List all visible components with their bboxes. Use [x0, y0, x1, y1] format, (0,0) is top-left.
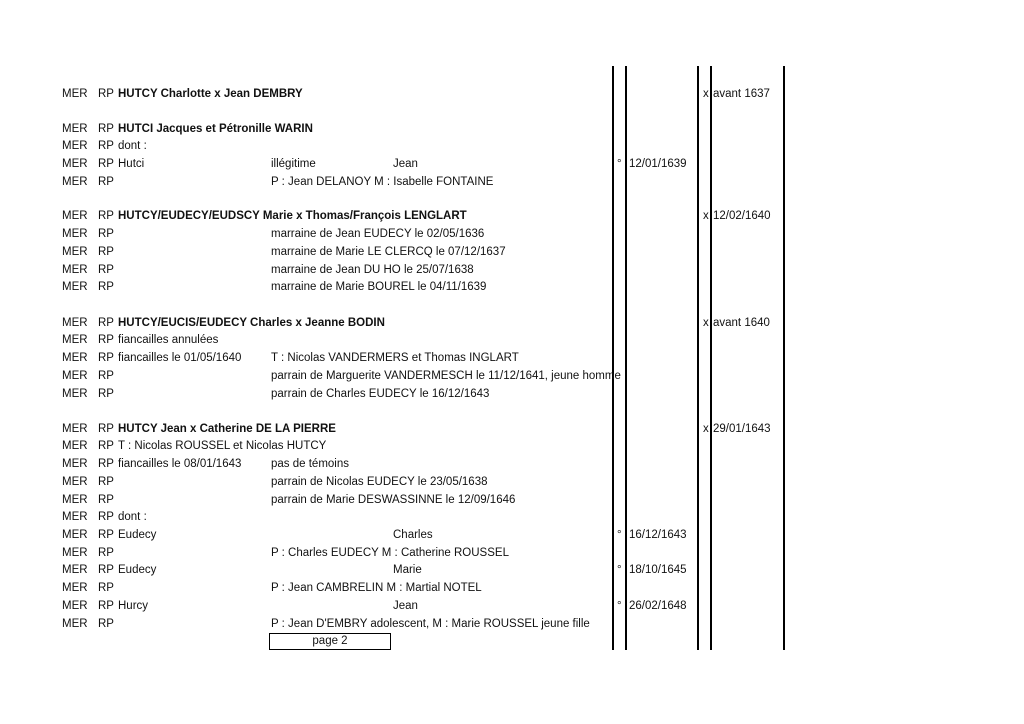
- record-note: T : Nicolas VANDERMERS et Thomas INGLART: [271, 352, 519, 364]
- record-row: [0, 244, 1024, 260]
- record-name: HUTCI Jacques et Pétronille WARIN: [118, 123, 313, 135]
- record-row: [0, 509, 1024, 525]
- record-first-name: Jean: [393, 600, 418, 612]
- marriage-date: avant 1640: [713, 317, 770, 329]
- record-name: fiancailles le 01/05/1640: [118, 352, 242, 364]
- record-source-code: MER: [62, 228, 88, 240]
- record-register-code: RP: [98, 334, 114, 346]
- record-register-code: RP: [98, 511, 114, 523]
- record-row: [0, 386, 1024, 402]
- record-register-code: RP: [98, 476, 114, 488]
- record-note: marraine de Marie BOUREL le 04/11/1639: [271, 281, 487, 293]
- record-first-name: Jean: [393, 158, 418, 170]
- record-row: [0, 332, 1024, 348]
- record-note: P : Jean DELANOY M : Isabelle FONTAINE: [271, 176, 494, 188]
- marriage-symbol: x: [703, 210, 709, 222]
- record-source-code: MER: [62, 176, 88, 188]
- record-source-code: MER: [62, 529, 88, 541]
- record-name: dont :: [118, 140, 147, 152]
- record-source-code: MER: [62, 476, 88, 488]
- record-note: P : Charles EUDECY M : Catherine ROUSSEL: [271, 547, 509, 559]
- record-row: [0, 350, 1024, 366]
- record-register-code: RP: [98, 458, 114, 470]
- record-name: Eudecy: [118, 564, 157, 576]
- record-register-code: RP: [98, 582, 114, 594]
- record-source-code: MER: [62, 494, 88, 506]
- record-name: HUTCY Jean x Catherine DE LA PIERRE: [118, 423, 336, 435]
- birth-symbol: °: [617, 158, 622, 170]
- record-source-code: MER: [62, 210, 88, 222]
- record-name: HUTCY/EUCIS/EUDECY Charles x Jeanne BODIN: [118, 317, 385, 329]
- record-note: parrain de Marguerite VANDERMESCH le 11/12/1641, jeune homme: [271, 370, 621, 382]
- birth-symbol: °: [617, 564, 622, 576]
- marriage-date: avant 1637: [713, 88, 770, 100]
- record-row: [0, 262, 1024, 278]
- record-source-code: MER: [62, 281, 88, 293]
- record-name: fiancailles le 08/01/1643: [118, 458, 242, 470]
- record-name: HUTCY/EUDECY/EUDSCY Marie x Thomas/François LENGLART: [118, 210, 467, 222]
- record-first-name: Marie: [393, 564, 422, 576]
- record-row: [0, 315, 1024, 331]
- record-register-code: RP: [98, 317, 114, 329]
- record-source-code: MER: [62, 370, 88, 382]
- record-note: parrain de Marie DESWASSINNE le 12/09/1646: [271, 494, 516, 506]
- record-source-code: MER: [62, 158, 88, 170]
- record-source-code: MER: [62, 564, 88, 576]
- record-row: [0, 562, 1024, 578]
- record-register-code: RP: [98, 529, 114, 541]
- birth-date: 26/02/1648: [629, 600, 687, 612]
- record-row: [0, 156, 1024, 172]
- record-note: P : Jean D'EMBRY adolescent, M : Marie ROUSSEL jeune fille: [271, 618, 590, 630]
- marriage-date: 12/02/1640: [713, 210, 771, 222]
- record-source-code: MER: [62, 140, 88, 152]
- record-row: [0, 208, 1024, 224]
- marriage-date: 29/01/1643: [713, 423, 771, 435]
- record-row: [0, 368, 1024, 384]
- record-register-code: RP: [98, 440, 114, 452]
- record-name: Hutci: [118, 158, 145, 170]
- record-row: [0, 279, 1024, 295]
- record-source-code: MER: [62, 317, 88, 329]
- record-register-code: RP: [98, 352, 114, 364]
- record-source-code: MER: [62, 618, 88, 630]
- record-register-code: RP: [98, 88, 114, 100]
- record-register-code: RP: [98, 494, 114, 506]
- record-row: [0, 580, 1024, 596]
- record-register-code: RP: [98, 158, 114, 170]
- record-row: [0, 138, 1024, 154]
- record-register-code: RP: [98, 370, 114, 382]
- marriage-symbol: x: [703, 423, 709, 435]
- record-note: pas de témoins: [271, 458, 349, 470]
- page-number: page 2: [312, 635, 348, 647]
- record-row: [0, 598, 1024, 614]
- record-source-code: MER: [62, 264, 88, 276]
- record-row: [0, 492, 1024, 508]
- record-register-code: RP: [98, 123, 114, 135]
- marriage-symbol: x: [703, 317, 709, 329]
- birth-symbol: °: [617, 529, 622, 541]
- record-source-code: MER: [62, 423, 88, 435]
- record-register-code: RP: [98, 564, 114, 576]
- record-register-code: RP: [98, 600, 114, 612]
- record-register-code: RP: [98, 140, 114, 152]
- record-source-code: MER: [62, 458, 88, 470]
- record-row: [0, 616, 1024, 632]
- record-source-code: MER: [62, 547, 88, 559]
- record-name: Hurcy: [118, 600, 149, 612]
- record-register-code: RP: [98, 246, 114, 258]
- record-note: parrain de Nicolas EUDECY le 23/05/1638: [271, 476, 488, 488]
- record-register-code: RP: [98, 281, 114, 293]
- record-note: marraine de Marie LE CLERCQ le 07/12/1637: [271, 246, 506, 258]
- record-source-code: MER: [62, 334, 88, 346]
- birth-date: 12/01/1639: [629, 158, 687, 170]
- record-register-code: RP: [98, 547, 114, 559]
- record-source-code: MER: [62, 88, 88, 100]
- birth-symbol: °: [617, 600, 622, 612]
- record-register-code: RP: [98, 176, 114, 188]
- birth-date: 16/12/1643: [629, 529, 687, 541]
- record-note: parrain de Charles EUDECY le 16/12/1643: [271, 388, 490, 400]
- record-row: [0, 545, 1024, 561]
- record-row: [0, 174, 1024, 190]
- record-name: fiancailles annulées: [118, 334, 219, 346]
- birth-date: 18/10/1645: [629, 564, 687, 576]
- record-register-code: RP: [98, 210, 114, 222]
- marriage-symbol: x: [703, 88, 709, 100]
- record-row: [0, 226, 1024, 242]
- record-row: [0, 456, 1024, 472]
- record-row: [0, 121, 1024, 137]
- page-number-box: [269, 633, 391, 650]
- record-source-code: MER: [62, 123, 88, 135]
- record-source-code: MER: [62, 388, 88, 400]
- record-register-code: RP: [98, 388, 114, 400]
- record-register-code: RP: [98, 264, 114, 276]
- record-name: Eudecy: [118, 529, 157, 541]
- record-row: [0, 421, 1024, 437]
- record-source-code: MER: [62, 440, 88, 452]
- record-source-code: MER: [62, 511, 88, 523]
- record-row: [0, 527, 1024, 543]
- record-note: illégitime: [271, 158, 316, 170]
- record-register-code: RP: [98, 423, 114, 435]
- record-register-code: RP: [98, 228, 114, 240]
- record-note: marraine de Jean EUDECY le 02/05/1636: [271, 228, 485, 240]
- record-row: [0, 86, 1024, 102]
- record-row: [0, 438, 1024, 454]
- record-register-code: RP: [98, 618, 114, 630]
- record-source-code: MER: [62, 600, 88, 612]
- record-row: [0, 474, 1024, 490]
- record-first-name: Charles: [393, 529, 433, 541]
- record-source-code: MER: [62, 246, 88, 258]
- record-source-code: MER: [62, 582, 88, 594]
- record-name: dont :: [118, 511, 147, 523]
- record-note: marraine de Jean DU HO le 25/07/1638: [271, 264, 474, 276]
- record-name: HUTCY Charlotte x Jean DEMBRY: [118, 88, 303, 100]
- record-name: T : Nicolas ROUSSEL et Nicolas HUTCY: [118, 440, 327, 452]
- record-source-code: MER: [62, 352, 88, 364]
- record-note: P : Jean CAMBRELIN M : Martial NOTEL: [271, 582, 482, 594]
